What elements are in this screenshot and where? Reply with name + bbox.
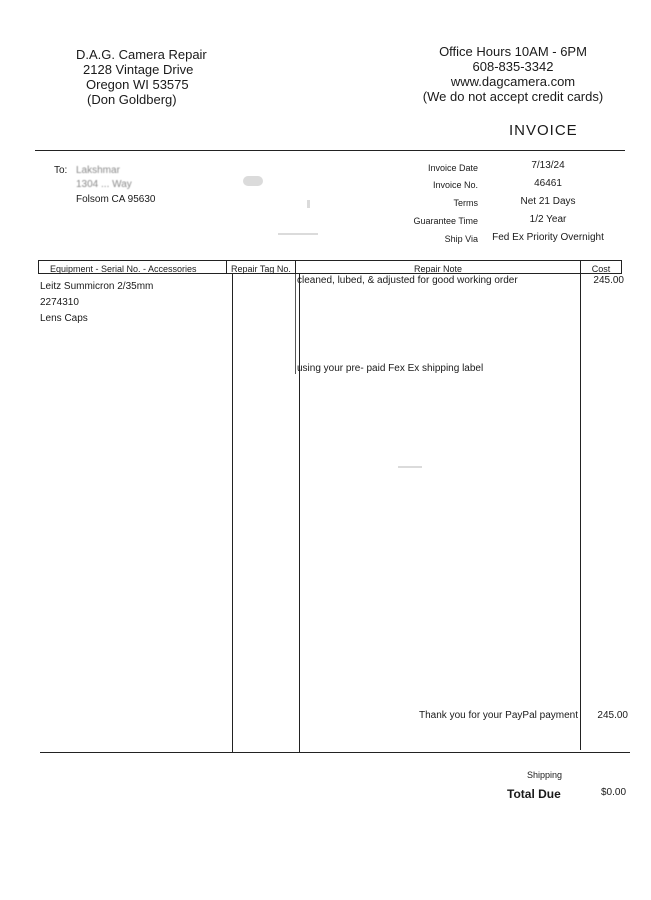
scan-smudge <box>307 200 310 208</box>
invoice-date-value: 7/13/24 <box>531 160 565 171</box>
header-repair-note: Repair Note <box>413 264 463 274</box>
company-name: D.A.G. Camera Repair <box>76 47 207 62</box>
invoice-date-label: Invoice Date <box>427 163 478 173</box>
invoice-no-value: 46461 <box>534 178 562 189</box>
equipment-line-1: Leitz Summicron 2/35mm <box>40 281 154 292</box>
office-website: www.dagcamera.com <box>450 74 576 89</box>
cost-value-1: 245.00 <box>593 275 624 286</box>
ship-via-value: Fed Ex Priority Overnight <box>492 232 604 243</box>
payment-amount: 245.00 <box>597 710 628 721</box>
column-divider <box>295 274 296 374</box>
office-phone: 608-835-3342 <box>472 59 554 74</box>
ship-via-label: Ship Via <box>444 234 478 244</box>
column-divider <box>295 260 296 274</box>
office-hours: Office Hours 10AM - 6PM <box>439 44 587 59</box>
invoice-title: INVOICE <box>509 122 578 139</box>
office-note: (We do not accept credit cards) <box>422 89 604 104</box>
equipment-line-2: 2274310 <box>40 297 79 308</box>
payment-note: Thank you for your PayPal payment <box>419 710 578 721</box>
column-divider <box>580 274 581 750</box>
total-due-label: Total Due <box>507 787 561 801</box>
bill-to-label: To: <box>54 165 68 176</box>
shipping-label: Shipping <box>527 770 563 780</box>
bill-to-city: Folsom CA 95630 <box>76 194 156 205</box>
terms-value: Net 21 Days <box>520 196 576 207</box>
table-bottom-line <box>40 752 630 753</box>
column-divider <box>226 260 227 274</box>
guarantee-value: 1/2 Year <box>529 214 567 225</box>
header-divider <box>35 150 625 151</box>
terms-label: Terms <box>453 198 478 208</box>
total-due-value: $0.00 <box>601 787 627 798</box>
equipment-line-3: Lens Caps <box>40 313 88 324</box>
invoice-no-label: Invoice No. <box>432 180 478 190</box>
repair-note-2: using your pre- paid Fex Ex shipping label <box>297 363 484 374</box>
header-repair-tag: Repair Tag No. <box>231 264 291 274</box>
scan-smudge <box>278 233 318 235</box>
scan-smudge <box>243 176 263 186</box>
company-address: 2128 Vintage Drive <box>83 62 194 77</box>
header-cost: Cost <box>591 264 611 274</box>
bill-to-name: Lakshmar <box>76 165 120 176</box>
guarantee-label: Guarantee Time <box>413 216 478 226</box>
column-divider <box>299 274 300 753</box>
column-divider <box>580 260 581 274</box>
column-divider <box>232 274 233 753</box>
company-city: Oregon WI 53575 <box>86 77 189 92</box>
bill-to-street: 1304 ... Way <box>76 179 132 190</box>
company-contact: (Don Goldberg) <box>87 92 177 107</box>
scan-smudge <box>398 466 422 468</box>
repair-note-1: cleaned, lubed, & adjusted for good working order <box>297 275 518 286</box>
header-equipment: Equipment - Serial No. - Accessories <box>50 264 197 274</box>
